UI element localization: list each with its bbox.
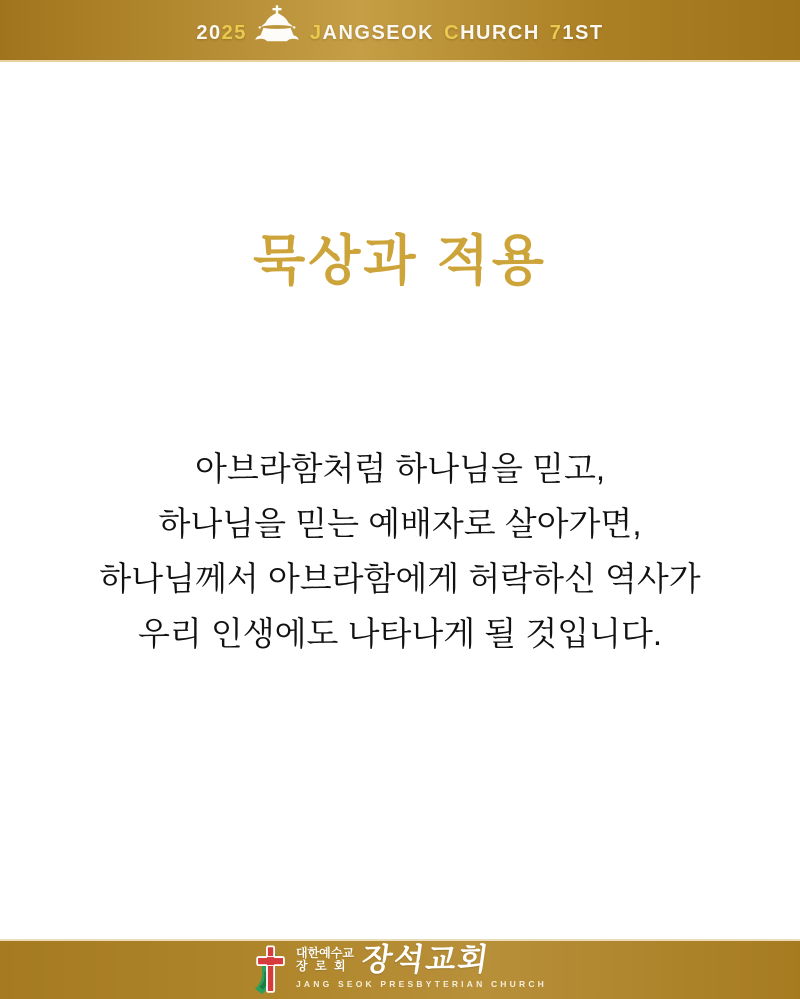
top-banner bbox=[0, 0, 800, 60]
bottom-banner bbox=[0, 941, 800, 999]
banner-name-accent1: J bbox=[309, 22, 323, 44]
cross-ribbon-icon bbox=[253, 945, 289, 995]
church-logo bbox=[253, 942, 547, 995]
banner-year-accent: 25 bbox=[221, 22, 247, 44]
church-name-korean: 장석교회 bbox=[359, 942, 493, 977]
church-building-icon bbox=[253, 5, 301, 49]
denomination-label bbox=[296, 947, 354, 973]
banner-anniv-accent: 7 bbox=[549, 22, 563, 44]
church-name-english: JANG SEOK PRESBYTERIAN CHURCH bbox=[295, 979, 547, 989]
body-line-3: 하나님께서 아브라함에게 허락하신 역사가 bbox=[99, 560, 701, 597]
denomination-line-2: 장로회 bbox=[295, 959, 354, 973]
denomination-line-1: 대한예수교 bbox=[295, 946, 354, 960]
church-logo-text bbox=[295, 942, 547, 989]
banner-title bbox=[196, 11, 603, 55]
banner-anniv-rest: 1ST bbox=[562, 22, 604, 44]
body-line-1: 아브라함처럼 하나님을 믿고, bbox=[194, 450, 606, 487]
banner-name-accent2: C bbox=[444, 22, 461, 44]
page-title: 묵상과 적용 bbox=[253, 231, 547, 291]
body-line-4: 우리 인생에도 나타나게 될 것입니다. bbox=[137, 615, 662, 652]
body-line-2: 하나님을 믿는 예배자로 살아가면, bbox=[158, 505, 642, 542]
top-banner-divider bbox=[0, 60, 800, 62]
church-logo-toprow bbox=[295, 942, 547, 977]
body-paragraph bbox=[0, 441, 800, 661]
banner-name-rest2: HURCH bbox=[460, 22, 540, 44]
banner-name-rest1: ANGSEOK bbox=[322, 22, 435, 44]
banner-year-prefix: 20 bbox=[196, 22, 222, 44]
